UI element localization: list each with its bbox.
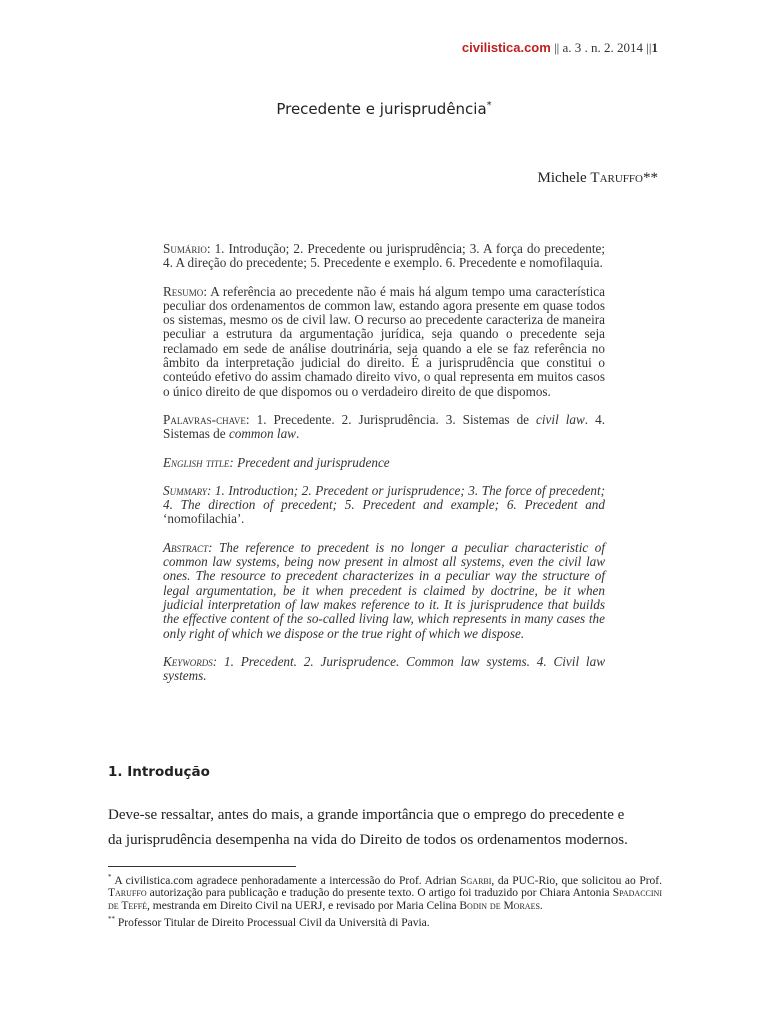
title-text: Precedente e jurisprudência xyxy=(276,100,487,118)
footnotes xyxy=(108,871,662,929)
summary-end: . xyxy=(241,511,245,527)
palavras-text-1: : 1. Precedente. 2. Jurisprudência. 3. Sistemas de xyxy=(245,411,537,427)
journal-site[interactable]: civilistica.com xyxy=(461,40,551,55)
abstract-en xyxy=(163,541,605,641)
sumario-text: : 1. Introdução; 2. Precedente ou jurisprudência; 3. A força do precedente; 4. A direção do precedente; 5. Precedente e exemplo. 6. Precedente e nomofilaquia. xyxy=(163,241,605,271)
palavras-label: Palavras-chave xyxy=(163,411,246,427)
palavras-italic-1: civil law xyxy=(536,411,585,427)
palavras-chave xyxy=(163,413,605,442)
summary-upright: ‘nomofilachia’ xyxy=(163,511,242,527)
footnote-2-text: Professor Titular de Direito Processual Civil da Università di Pavia. xyxy=(115,916,430,929)
footnote-1-name: Spadaccini de Teffé xyxy=(108,887,662,913)
author-footnote-mark[interactable]: ** xyxy=(643,170,658,186)
footnote-1-name: Sgarbi xyxy=(460,874,492,887)
running-header xyxy=(462,40,658,56)
resumo-text: : A referência ao precedente não é mais há algum tempo uma característica peculiar dos ordenamentos de common law, estando agora presente em quase todos os sistemas, mesmo os de civil law. O recurso ao precedente caracteriza de maneira peculiar a estrutura da argumentação jurídica, seja quando o precedente seja reclamado em sede de análise doutrinária, seja quando a ele se faz referência no âmbito da interpretação judicial do direito. É a jurisprudência que constitui o conteúdo efetivo do assim chamado direito vivo, o qual representa em muitos casos o único direito de que dispomos ou o verdadeiro direito de que dispomos. xyxy=(163,283,605,399)
palavras-text-3: . xyxy=(295,426,300,442)
footnote-rule xyxy=(108,866,296,867)
footnote-2 xyxy=(108,913,662,929)
body-paragraph xyxy=(108,803,662,853)
english-title xyxy=(163,456,605,470)
footnote-1-text: autorização para publicação e tradução do presente texto. O artigo foi traduzido por Chiara Antonia xyxy=(146,887,613,900)
title-footnote-mark[interactable]: * xyxy=(486,100,492,111)
footnote-1-text: , mestranda em Direito Civil na UERJ, e revisado por Maria Celina xyxy=(147,900,460,913)
english-title-label: English title xyxy=(163,454,230,470)
sumario xyxy=(163,242,605,271)
resumo xyxy=(163,285,605,399)
sumario-label: Sumário xyxy=(163,241,207,256)
issue-info: || a. 3 . n. 2. 2014 || xyxy=(550,40,652,55)
author-first-name: Michele xyxy=(537,170,591,186)
author-last-name: Taruffo xyxy=(590,170,643,186)
footnote-2-mark: ** xyxy=(108,914,115,923)
abstract-text: : The reference to precedent is no longer a peculiar characteristic of common law systems, being now present in almost all systems, even the civil law ones. The resource to precedent characterizes in a peculiar way the structure of legal argumentation, be it when precedent is claimed by doctrine, be it when judicial interpretation of law makes reference to it. It is jurisprudence that builds the effective content of the so-called living law, which represents in many cases the only right of which we dispose or the true right of which we dispose. xyxy=(163,539,605,641)
page-number: 1 xyxy=(651,40,658,55)
resumo-label: Resumo xyxy=(163,283,204,299)
abstract-label: Abstract xyxy=(163,539,209,555)
summary-label: Summary xyxy=(163,482,207,498)
abstract-block xyxy=(163,242,605,697)
palavras-text-2: . 4. Sistemas de xyxy=(163,411,605,442)
keywords xyxy=(163,655,605,684)
footnote-1-text: . xyxy=(539,900,543,913)
footnote-1-name: Taruffo xyxy=(108,887,147,900)
footnote-1-name: Bodin de Moraes xyxy=(459,900,540,913)
footnote-1-text: A civilistica.com agradece penhoradamente a intercessão do Prof. Adrian xyxy=(111,874,461,887)
footnote-1-mark: * xyxy=(108,873,112,881)
body-line: da jurisprudência desempenha na vida do Direito de todos os ordenamentos modernos. xyxy=(108,832,628,848)
palavras-italic-2: common law xyxy=(228,426,296,442)
footnote-1 xyxy=(108,871,662,913)
author xyxy=(538,170,658,187)
section-heading: 1. Introdução xyxy=(108,764,210,780)
footnote-1-text: , da PUC-Rio, que solicitou ao Prof. xyxy=(491,874,663,887)
keywords-label: Keywords xyxy=(163,653,213,669)
summary xyxy=(163,484,605,527)
keywords-text: : 1. Precedent. 2. Jurisprudence. Common law systems. 4. Civil law systems. xyxy=(163,653,605,684)
article-title xyxy=(0,100,768,118)
english-title-text: : Precedent and jurisprudence xyxy=(229,454,390,470)
summary-text: : 1. Introduction; 2. Precedent or jurisprudence; 3. The force of precedent; 4. The direction of precedent; 5. Precedent and example; 6. Precedent and xyxy=(163,482,605,513)
body-line: Deve-se ressaltar, antes do mais, a grande importância que o emprego do precedente e xyxy=(108,807,625,823)
